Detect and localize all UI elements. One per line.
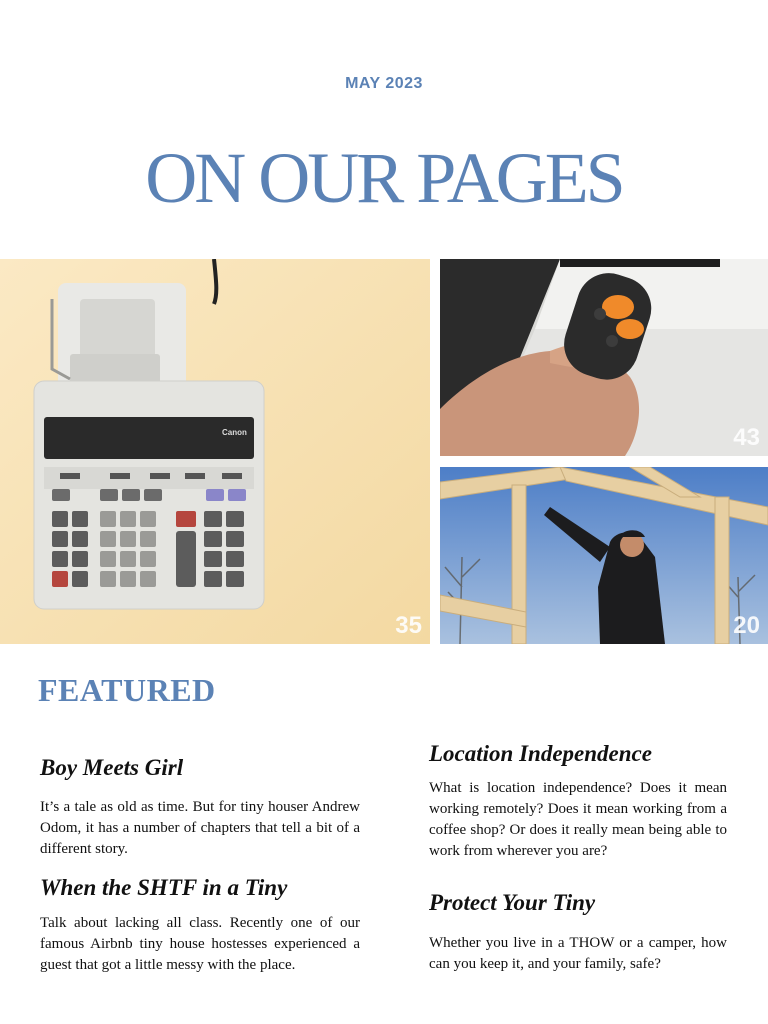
- article-summary: What is location independence? Does it mean working remotely? Does it mean working from a coffee shop? Or does it really mean being able to work from wherever you are?: [429, 780, 727, 859]
- article-title[interactable]: Boy Meets Girl: [40, 755, 184, 780]
- featured-heading: FEATURED: [38, 672, 216, 708]
- issue-date: MAY 2023: [345, 75, 423, 92]
- article-when-the-shtf[interactable]: [40, 874, 360, 976]
- article-title[interactable]: Location Independence: [429, 741, 652, 766]
- calculator-brand: Canon: [222, 428, 247, 437]
- article-title[interactable]: Protect Your Tiny: [429, 890, 596, 915]
- calculator-image: [0, 259, 430, 644]
- page-title: ON OUR PAGES: [145, 138, 623, 218]
- page-number-20: 20: [733, 612, 760, 639]
- article-summary: Talk about lacking all class. Recently one of our famous Airbnb tiny house hostesses experienced a guest that got a little messy with the place.: [40, 915, 360, 973]
- key-remote-photo[interactable]: [440, 259, 768, 456]
- framing-image: [440, 467, 768, 644]
- article-protect-your-tiny[interactable]: [429, 889, 727, 975]
- article-title[interactable]: When the SHTF in a Tiny: [40, 875, 288, 900]
- calculator-photo[interactable]: [0, 259, 430, 644]
- framing-photo[interactable]: [440, 467, 768, 644]
- article-summary: Whether you live in a THOW or a camper, how can you keep it, and your family, safe?: [429, 935, 727, 972]
- key-remote-image: [440, 259, 768, 456]
- page-number-35: 35: [395, 612, 422, 639]
- page-number-43: 43: [733, 424, 760, 451]
- article-location-independence[interactable]: [429, 740, 727, 862]
- article-summary: It’s a tale as old as time. But for tiny houser Andrew Odom, it has a number of chapters that tell a bit of a different story.: [40, 799, 360, 857]
- article-boy-meets-girl[interactable]: [40, 754, 360, 860]
